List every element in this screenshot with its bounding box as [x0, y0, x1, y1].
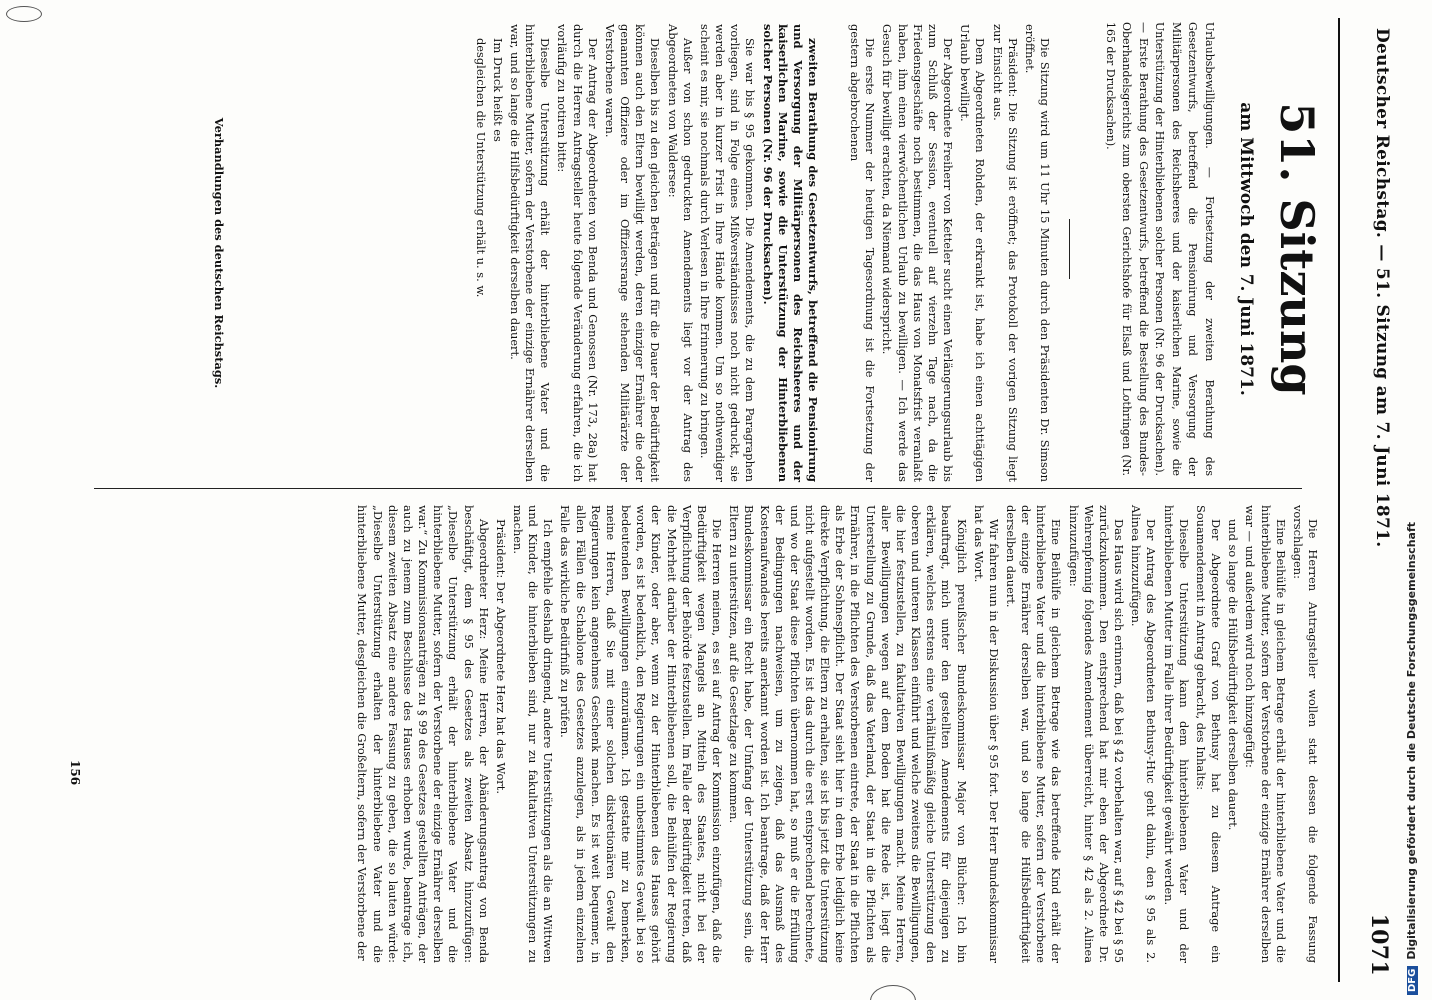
paragraph: Die Herren meinen, es sei auf Antrag der Kommission einzufügen, daß die Bedürftigkeit wegen Mangels an Mitteln des Staates, nicht bei der Verpflichtung der Behörde festzustellen. Im Falle der Bedürftigkeit treten, daß die Mehrheit darüber der Hinterbliebenen soll, die Beihülfen der Regierung der Kinder, oder aber, wenn zu der Hinterbliebenen des Hauses gehört worden, es ist bedenklich, den Regierungen ein unbestimmtes Gewalt bei so bedeutenden Bewilligungen einzuräumen. Ich gestatte mir zu bemerken, meine Herren, daß Sie mit einer solchen diskretionären Gewalt den Regierungen kein angenehmes Geschenk machen. Es ist weit bequemer, in allen Fällen die Schablone des Gesetzes anzulegen, als in jedem einzelnen Falle das wirkliche Bedürfniß zu prüfen. [558, 505, 725, 963]
dfg-logo: DFG [1407, 966, 1418, 995]
paragraph: Sie war bis § 95 gekommen. Die Amendements, die zu dem Paragraphen vorliegen, sind in Folge eines Mißverständnisses noch nicht gedruckt, sie werden aber in kurzer Frist in Ihre Hände kommen. Um so nothwendiger scheint es mir, sie nochmals durch Verlesen in Ihre Erinnerung zu bringen. [697, 24, 758, 482]
page-number: 1071 [1366, 913, 1392, 976]
agenda-heading: zweiten Berathung des Gesetzentwurfs, betreffend die Pensionirung und Versorgung der Militärpersonen des Reichsheeres und der kaiserlichen Marine, sowie die Unterstützung der Hinterbliebenen solcher Personen (Nr. 96 der Drucksachen). [760, 24, 820, 482]
section-separator [1069, 219, 1070, 279]
paragraph: Der Abgeordnete Graf von Bethusy hat zu diesem Antrage ein Souamendement in Antrag gebracht, des Inhalts: [1193, 505, 1224, 963]
paragraph: Der Antrag der Abgeordneten von Benda und Genossen (Nr. 173, 28a) hat durch die Herren Antragsteller heute folgende Veränderung erfahren, die ich vorläufig zu notiren bitte: [555, 24, 600, 482]
session-title: 51. Sitzung [1270, 102, 1324, 396]
column-divider [94, 488, 1302, 489]
paragraph: Die Sitzung wird um 11 Uhr 15 Minuten durch den Präsidenten Dr. Simson eröffnet. [1022, 24, 1052, 482]
paragraph: und so lange die Hülfsbedürftigkeit derselben dauert. [1226, 519, 1241, 831]
paragraph: Abgeordneter Herz: Meine Herren, der Abänderungsantrag von Benda beschäftigt, dem § 95 des Gesetzes als zweiten Absatz hinzuzufügen: „Dieselbe Unterstützung erhält der hinterbliebene Vater und die hinterbliebene Mutter, sofern der Verstorbene der einzige Ernährer derselben war.“ Zu Kommissionsanträgen zu § 99 des Gesetzes gestellten Anträgen, der auch zu jenem zum Beschlusse des Hauses erhoben wurde, beantrage ich, diesem zweiten Absatz eine andere Fassung zu geben, die so lauten würde: „Dieselbe Unterstützung erhalten der hinterbliebene Vater und die hinterbliebene Mutter, desgleichen die Großeltern, sofern der Verstorbene der [355, 505, 491, 963]
paragraph: Im Druck heißt es [490, 38, 505, 142]
signature-number: 156 [68, 760, 82, 786]
running-header: Deutscher Reichstag. — 51. Sitzung am 7. Juni 1871. [1372, 28, 1392, 548]
paragraph: Dieselbe Unterstützung kann dem hinterbliebenen Vater und der hinterbliebenen Mutter im Falle ihrer Bedürftigkeit gewährt werden. [1161, 505, 1191, 963]
session-date: am Mittwoch den 7. Juni 1871. [1236, 102, 1256, 396]
paragraph: Der Antrag des Abgeordneten Bethusy-Huc geht dahin, den § 95 als 2. Alinea hinzuzufügen. [1129, 505, 1159, 963]
scan-artifact [6, 6, 42, 22]
paragraph: Königlich preußischer Bundeskommissar Major von Blücher: Ich bin beauftragt, mich unter den gestellten Amendements für diejenigen zu erklären, welches erstens eine verhältnißmäßig gleiche Unterstützung den oberen und unteren Klassen einführt und welche zweitens die Bewilligungen, die hier festzustellen, zu fakultativen Bewilligungen macht. Meine Herren, aller Bewilligungen wegen auf dem Boden hat die Rede ist, liegt die Unterstellung zu Grunde, daß das Vaterland, der Staat in die Pflichten als Ernährer, in die Pflichten des Verstorbenen eintrete, der Staat in die Pflichten als Erbe der Sohnespflicht. Der Staat sieht hier in dem Erbe lediglich keine direkte Verpflichtung, die Eltern zu erhalten, sie ist bis jetzt die Unterstützung nicht aufgestellt worden. Es ist das durch die erst entsprechend berechnete, und wo der Staat diese Pflichten übernommen hat, so muß er die Erfüllung der Bedingungen nachweisen, um zu zeigen, daß das Ausmaß des Kostenaufwandes bereits anerkannt worden ist. Ich beantrage, daß der Herr Bundeskommissar ein Recht habe, der Umfang der Unterstützung sein, die Eltern zu unterstützen, auf die Gesetzlage zu kommen. [727, 505, 969, 963]
paragraph: Präsident: Der Abgeordnete Herz hat das Wort. [493, 519, 508, 794]
paragraph: Die erste Nummer der heutigen Tagesordnung ist die Fortsetzung der gestern abgebrochenen [848, 24, 878, 482]
paragraph: Präsident: Die Sitzung ist eröffnet; das Protokoll der vorigen Sitzung liegt zur Einsicht aus. [990, 24, 1020, 482]
paragraph: Eine Beihülfe in gleichem Betrage erhält der hinterbliebene Vater und die hinterbliebene Mutter, sofern der Verstorbene der einzige Ernährer derselben war — und außerdem wird noch hinzugefügt: [1243, 505, 1288, 963]
paragraph: Eine Beihülfe in gleichem Betrage wie das betreffende Kind erhält der hinterbliebene Vater und die hinterbliebene Mutter, sofern der Verstorbene der einzige Ernährer derselben war, und so lange die Hülfsbedürftigkeit derselben dauert. [1004, 505, 1064, 963]
paragraph: Ich empfehle deshalb dringend, andere Unterstützungen als die an Wittwen und Kinder, die hinterblieben sind, nur zu fakultativen Unterstützungen zu machen. [511, 505, 556, 963]
left-column-upper [845, 24, 1052, 482]
paragraph: Das Haus wird sich erinnern, daß bei § 42 vorbehalten war, auf § 42 bei § 95 zurückzukommen. Den entsprechend hat mir eben der Abgeordnete Dr. Wehrenpfennig folgendes Amendement überreicht, hinter § 42 als 2. Alinea hinzuzufügen: [1066, 505, 1127, 963]
paragraph: Der Abgeordnete Freiherr von Ketteler sucht einen Verlängerungsurlaub bis zum Schluß der Session, eventuell auf vierzehn Tage nach, da die Friedensgeschäfte noch bestimmen, die das Haus von Monatsfrist veranlaßt haben, ihm einen vierwöchentlichen Urlaub zu bewilligen. — Ich werde das Gesuch für bewilligt erachten, da Niemand widerspricht. [880, 24, 956, 482]
paragraph: Dieselbe Unterstützung erhält der hinterbliebene Vater und die hinterbliebene Mutter, sofern der Verstorbene der einzige Ernährer derselben war, und so lange die Hilfsbedürftigkeit derselben dauert. [508, 24, 553, 482]
digitization-note [1405, 0, 1418, 995]
agenda-summary: Urlaubsbewilligungen. — Fortsetzung der zweiten Berathung des Gesetzentwurfs, betreffend die Pensionirung und Versorgung der Militärpersonen des Reichsheeres und der kaiserlichen Marine, sowie die Unterstützung der Hinterbliebenen solcher Personen (Nr. 96 der Drucksachen). — Erste Berathung des Gesetzentwurfs, betreffend die Bestellung des Bundes-Oberhandelsgerichts zum obersten Gerichtshofe für Elsaß und Lothringen (Nr. 165 der Drucksachen). [1104, 22, 1216, 476]
paragraph: Außer von schon gedruckten Amendements liegt vor der Antrag des Abgeordneten von Waldersee: [665, 24, 695, 482]
paragraph: Dem Abgeordneten Rohden, der erkrankt ist, habe ich einen achttägigen Urlaub bewilligt. [958, 24, 988, 482]
paragraph: Dieselben bis zu den gleichen Beträgen und für die Dauer der Bedürftigkeit können auch den Eltern bewilligt werden, deren einziger Ernährer die oder genannten Offiziere oder im Offiziersrange stehenden Militärärzte der Verstorbene waren. [602, 24, 663, 482]
left-column-lower [471, 24, 820, 482]
paragraph: Die Herren Antragsteller wollen statt dessen die folgende Fassung vorschlagen: [1290, 505, 1320, 963]
digitization-text: Digitalisierung gefördert durch die Deutsche Forschungsgemeinschaft [1405, 521, 1418, 960]
paragraph: Wir fahren nun in der Diskussion über § 95 fort. Der Herr Bundeskommissar hat das Wort. [971, 505, 1001, 963]
paragraph: desgleichen die Unterstützung erhält u. s. w. [473, 38, 488, 298]
left-footer [210, 24, 227, 482]
footer-title: Verhandlungen des deutschen Reichstags. [212, 117, 226, 389]
header-rule [1338, 18, 1340, 982]
right-column [352, 505, 1320, 963]
